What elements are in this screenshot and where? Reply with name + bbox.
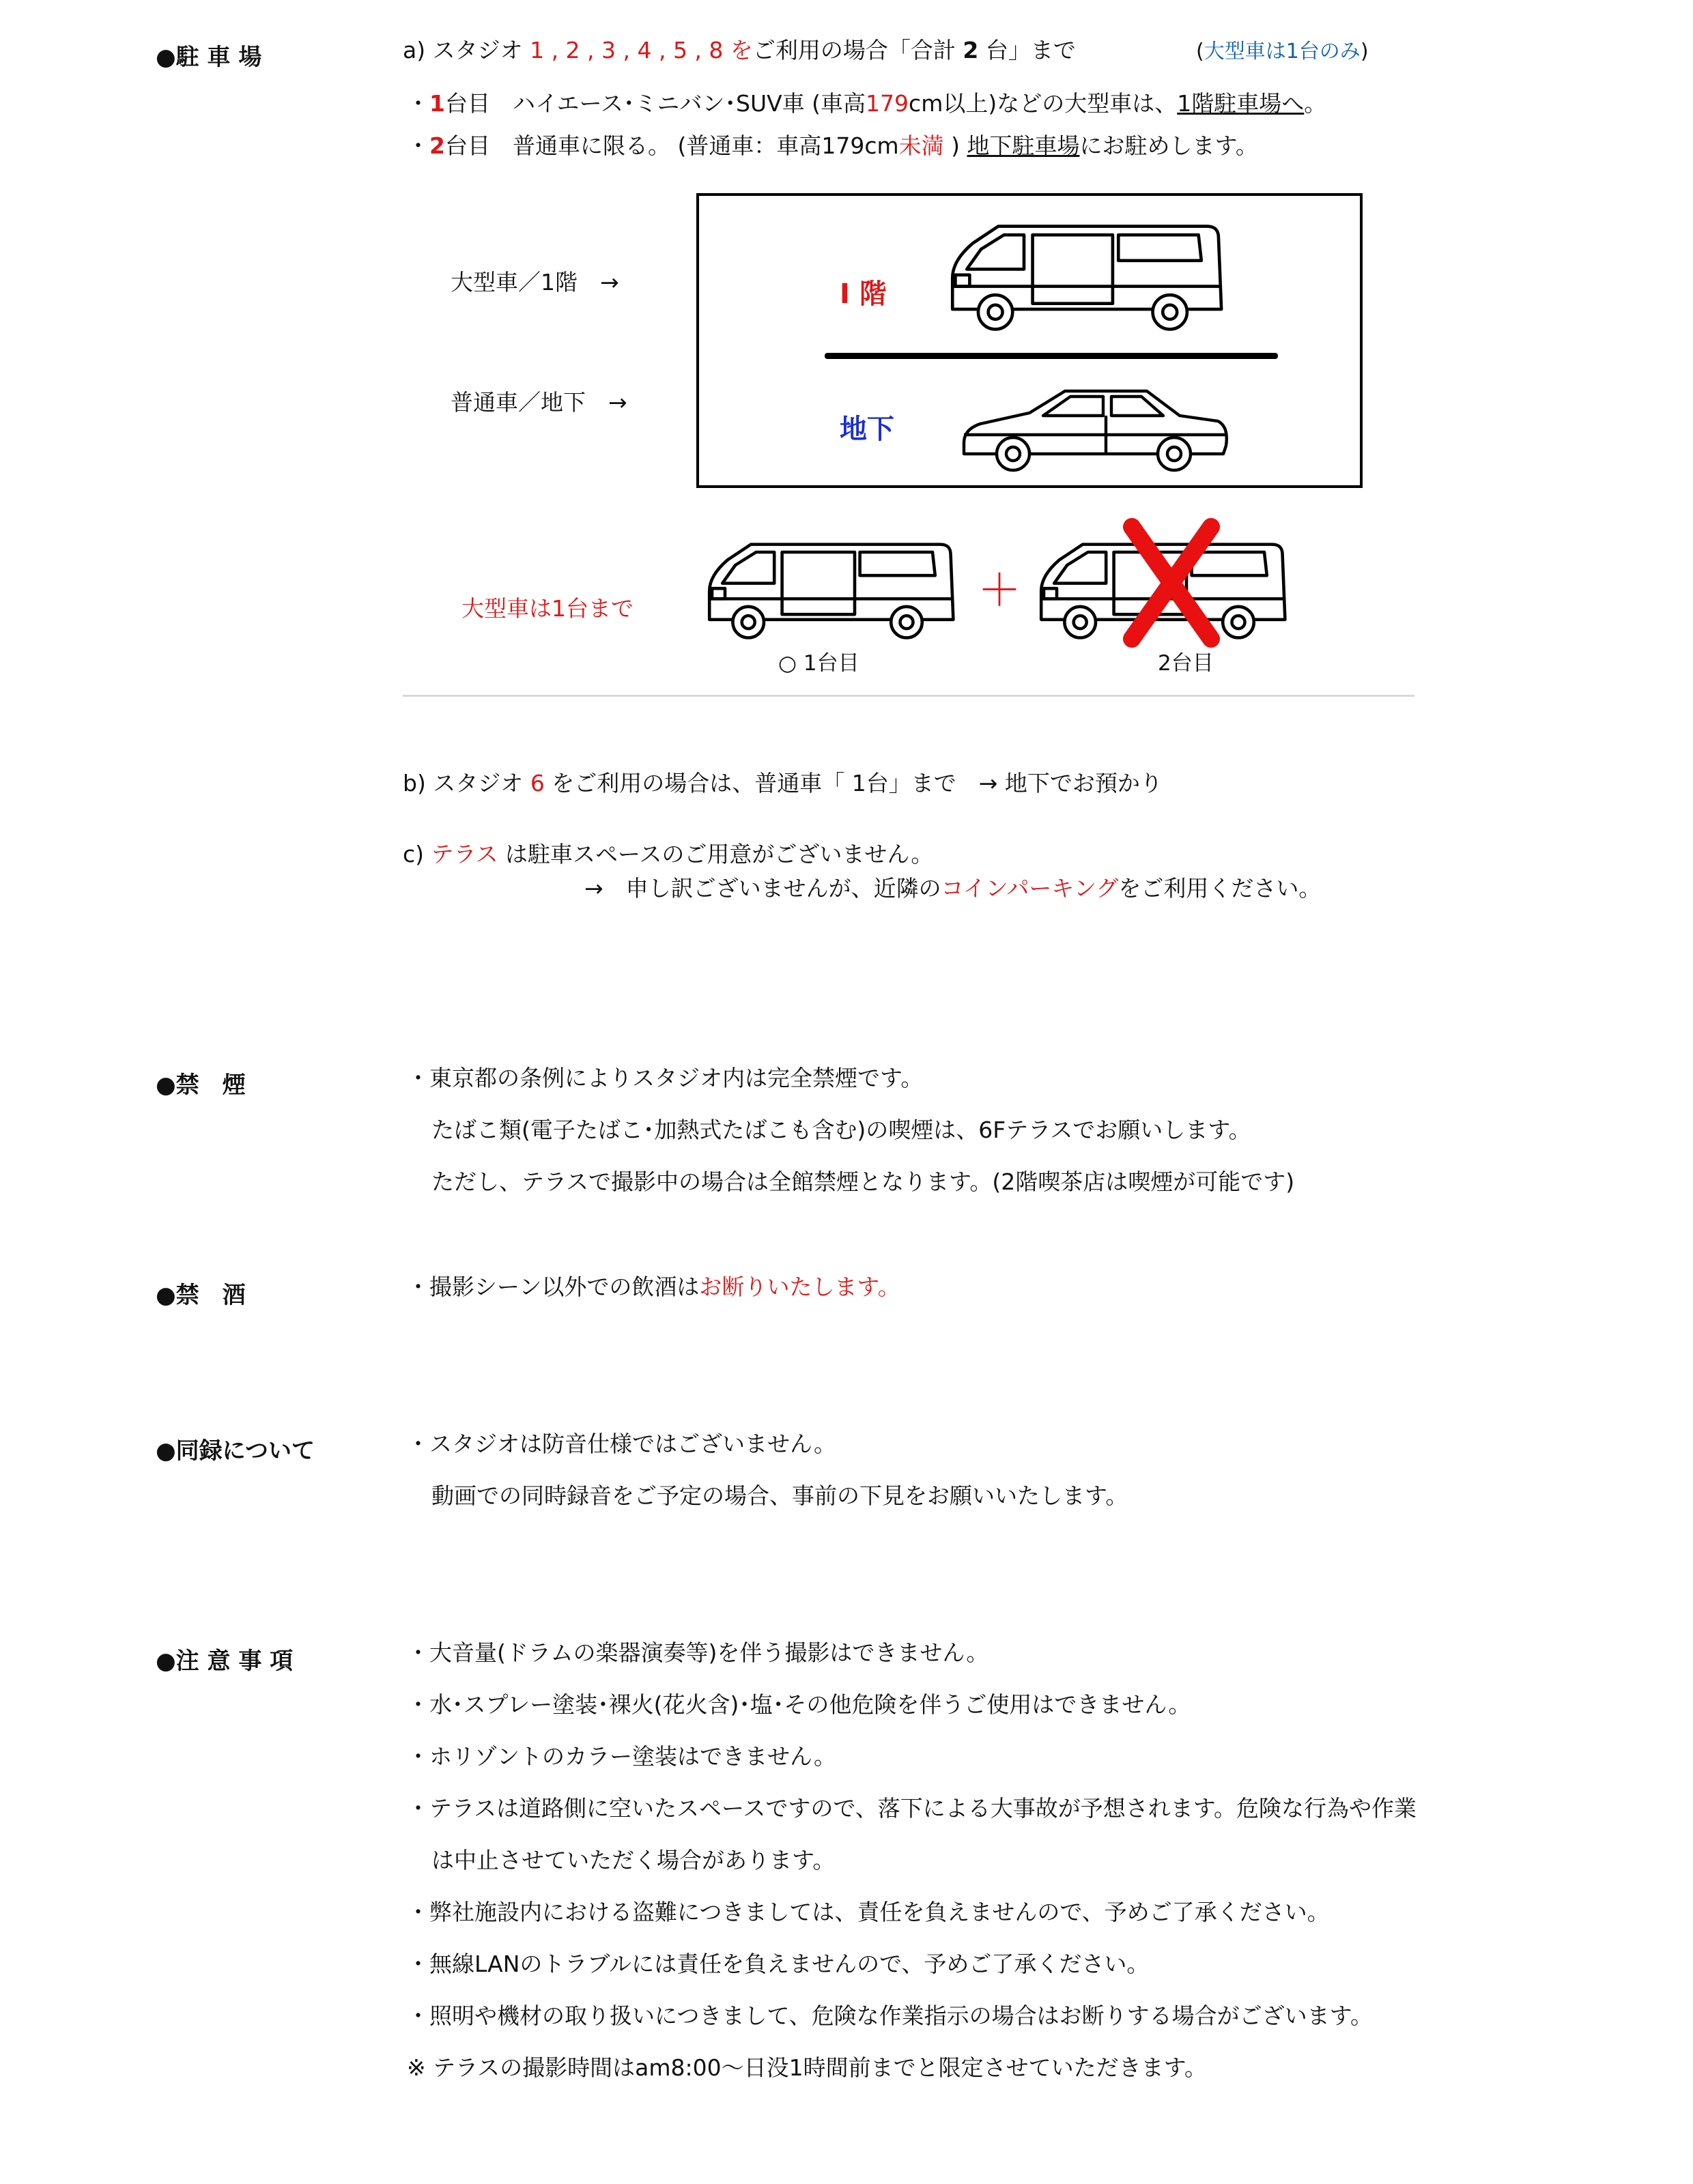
cross-icon	[1117, 513, 1226, 650]
notes-line: は中止させていただく場合があります。	[431, 1847, 836, 1873]
van-icon	[699, 536, 958, 646]
notes-line: ・大音量(ドラムの楽器演奏等)を伴う撮影はできません。	[407, 1639, 989, 1666]
alcohol-line	[407, 1274, 900, 1301]
line2-num: 2	[429, 132, 445, 159]
smoking-line: たばこ類(電子たばこ･加熱式たばこも含む)の喫煙は、6Fテラスでお願いします。	[431, 1117, 1251, 1143]
parking-rule-a	[403, 37, 1076, 64]
notes-line: ・無線LANのトラブルには責任を負えませんので、予めご了承ください。	[407, 1951, 1150, 1977]
line2-text: 台目 普通車に限る。 (普通車：車高179cm	[444, 132, 899, 159]
bullet: ・	[407, 90, 429, 117]
basement-label: 地下	[840, 414, 894, 445]
notes-line: ・弊社施設内における盗難につきましては、責任を負えませんので、予めご了承ください。	[407, 1899, 1330, 1925]
plus-sign: ＋	[978, 566, 1021, 616]
bullet: ・	[407, 132, 429, 159]
rule-b-text: をご利用の場合は、普通車「 1台」まで → 地下でお預かり	[544, 770, 1163, 796]
rule-c-prefix: c)	[403, 841, 431, 867]
coin-parking: コインパーキング	[941, 875, 1119, 902]
line2-text2: )	[943, 132, 967, 159]
smoking-line: ・東京都の条例によりスタジオ内は完全禁煙です。	[407, 1065, 924, 1091]
parking-rule-b	[403, 770, 1163, 797]
first-floor-parking-link: 1階駐車場へ	[1177, 90, 1305, 117]
line1-end: 。	[1304, 90, 1327, 117]
smoking-heading: ●禁 煙	[156, 1072, 246, 1099]
rule-c-line2-suffix: をご利用ください。	[1118, 875, 1322, 902]
note-open: (	[1196, 40, 1204, 63]
parking-line-1	[407, 90, 1326, 117]
notes-line: ・ホリゾントのカラー塗装はできません。	[407, 1743, 836, 1770]
rule-a-studios: 1 , 2 , 3 , 4 , 5 , 8 を	[530, 37, 753, 63]
floor1-label: I 階	[840, 278, 887, 310]
line1-text: 台目 ハイエース･ミニバン･SUV車 (車高	[444, 90, 866, 117]
rule-c-text: は駐車スペースのご用意がございません。	[498, 841, 934, 867]
parking-diagram	[696, 193, 1363, 488]
parking-line-2	[407, 132, 1258, 160]
line2-end: にお駐めします。	[1079, 132, 1258, 159]
alcohol-text: ・撮影シーン以外での飲酒は	[407, 1274, 700, 1300]
van-icon	[941, 218, 1227, 338]
notes-line: ・テラスは道路側に空いたスペースですので、落下による大事故が予想されます。危険な行為や作業	[407, 1795, 1417, 1822]
line1-num: 1	[429, 90, 445, 117]
diagram-label-large: 大型車／1階 →	[451, 269, 619, 296]
diagram-label-normal: 普通車／地下 →	[451, 389, 627, 416]
basement-parking-link: 地下駐車場	[967, 132, 1080, 159]
rule-a-mid: ご利用の場合「合計	[752, 37, 963, 63]
line1-height: 179	[866, 90, 909, 117]
notes-footnote: ※ テラスの撮影時間はam8:00〜日没1時間前までと限定させていただきます。	[407, 2054, 1207, 2081]
notes-line: ・水･スプレー塗装･裸火(花火含)･塩･その他危険を伴うご使用はできません。	[407, 1691, 1191, 1718]
parking-heading: ●駐 車 場	[156, 44, 262, 71]
section-divider	[403, 695, 1414, 697]
line2-under: 未満	[898, 132, 944, 159]
rule-c-line2-prefix: → 申し訳ございませんが、近隣の	[584, 875, 941, 902]
sedan-icon	[958, 380, 1232, 476]
notes-heading: ●注 意 事 項	[156, 1648, 294, 1675]
rule-c-terrace: テラス	[431, 841, 498, 867]
recording-line: ・スタジオは防音仕様ではございません。	[407, 1431, 836, 1457]
rule-a-note	[1196, 38, 1369, 66]
recording-line: 動画での同時録音をご予定の場合、事前の下見をお願いいたします。	[431, 1482, 1128, 1509]
line1-text2: cm以上)などの大型車は、	[909, 90, 1178, 117]
smoking-line: ただし、テラスで撮影中の場合は全館禁煙となります。(2階喫茶店は喫煙が可能です)	[431, 1168, 1295, 1195]
rule-b-prefix: b) スタジオ	[403, 770, 530, 796]
alcohol-heading: ●禁 酒	[156, 1282, 246, 1309]
rule-a-suffix: 台」まで	[978, 37, 1076, 63]
note-close: )	[1360, 40, 1369, 63]
parking-rule-c	[403, 841, 933, 868]
floor-divider	[825, 353, 1278, 359]
rule-a-count: 2	[963, 37, 979, 63]
notes-line: ・照明や機材の取り扱いにつきまして、危険な作業指示の場合はお断りする場合がございます。	[407, 2002, 1374, 2029]
note-text: 大型車は1台のみ	[1204, 40, 1361, 63]
recording-heading: ●同録について	[156, 1437, 315, 1465]
second-car-caption: 2台目	[1158, 651, 1214, 676]
first-car-caption: ○ 1台目	[778, 651, 859, 676]
large-car-limit-label: 大型車は1台まで	[461, 595, 634, 622]
rule-b-studio: 6	[530, 770, 545, 796]
alcohol-refusal: お断りいたします。	[699, 1274, 900, 1300]
parking-rule-c-line2	[584, 875, 1321, 902]
rule-a-prefix: a) スタジオ	[403, 37, 530, 63]
